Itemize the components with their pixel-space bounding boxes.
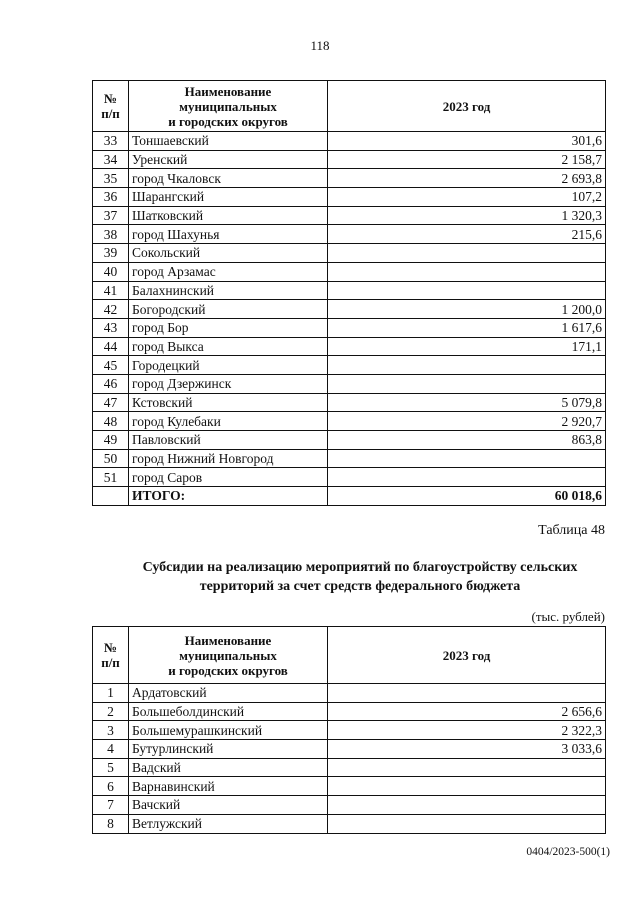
row-number-cell: 46 [93, 374, 129, 393]
row-name-cell: Вадский [129, 758, 328, 777]
table-row [93, 300, 606, 319]
row-number-cell: 49 [93, 431, 129, 450]
table-row [93, 281, 606, 300]
row-value-cell [328, 262, 606, 281]
row-value-cell: 2 322,3 [328, 721, 606, 740]
table-row [93, 374, 606, 393]
row-name-cell: город Кулебаки [129, 412, 328, 431]
row-value-cell [328, 281, 606, 300]
row-name-cell: город Бор [129, 318, 328, 337]
data-table-bottom [92, 626, 606, 834]
table-row [93, 318, 606, 337]
row-value-cell [328, 684, 606, 703]
row-value-cell: 2 656,6 [328, 702, 606, 721]
row-value-cell: 1 617,6 [328, 318, 606, 337]
table-row [93, 337, 606, 356]
row-value-cell [328, 777, 606, 796]
table-row [93, 393, 606, 412]
row-value-cell [328, 244, 606, 263]
row-number-cell: 45 [93, 356, 129, 375]
row-number-cell: 44 [93, 337, 129, 356]
row-value-cell: 2 920,7 [328, 412, 606, 431]
table-row [93, 684, 606, 703]
row-value-cell [328, 374, 606, 393]
document-code: 0404/2023-500(1) [526, 846, 610, 858]
row-name-cell: Шарангский [129, 188, 328, 207]
row-name-cell: Большеболдинский [129, 702, 328, 721]
row-number-cell: 8 [93, 814, 129, 833]
header-name: Наименование муниципальных и городских округов [129, 627, 328, 684]
row-value-cell [328, 758, 606, 777]
row-value-cell: 215,6 [328, 225, 606, 244]
row-number-cell: 37 [93, 206, 129, 225]
row-number-cell: 6 [93, 777, 129, 796]
row-value-cell: 1 320,3 [328, 206, 606, 225]
table-row [93, 468, 606, 487]
row-value-cell [328, 814, 606, 833]
row-number-cell: 47 [93, 393, 129, 412]
row-name-cell: Уренский [129, 150, 328, 169]
row-number-cell: 48 [93, 412, 129, 431]
row-number-cell: 39 [93, 244, 129, 263]
table-title: Субсидии на реализацию мероприятий по благоустройству сельских территорий за счет средств федерального бюджета [142, 560, 578, 594]
row-name-cell: город Шахунья [129, 225, 328, 244]
table-row [93, 188, 606, 207]
table-row [93, 702, 606, 721]
row-name-cell: Шатковский [129, 206, 328, 225]
row-name-cell: город Выкса [129, 337, 328, 356]
table-row [93, 449, 606, 468]
total-label: ИТОГО: [129, 487, 328, 506]
table-row [93, 814, 606, 833]
row-name-cell: Бутурлинский [129, 740, 328, 759]
row-number-cell: 42 [93, 300, 129, 319]
row-value-cell: 171,1 [328, 337, 606, 356]
row-name-cell: Варнавинский [129, 777, 328, 796]
row-name-cell: город Дзержинск [129, 374, 328, 393]
row-number-cell: 5 [93, 758, 129, 777]
row-value-cell [328, 796, 606, 815]
row-value-cell: 5 079,8 [328, 393, 606, 412]
table-row [93, 758, 606, 777]
table-header-row [93, 627, 606, 684]
row-number-cell: 36 [93, 188, 129, 207]
header-number: № п/п [93, 627, 129, 684]
row-name-cell: Кстовский [129, 393, 328, 412]
row-number-cell: 3 [93, 721, 129, 740]
row-name-cell: город Саров [129, 468, 328, 487]
page-number: 118 [310, 38, 330, 53]
total-number-cell [93, 487, 129, 506]
table-label: Таблица 48 [538, 523, 605, 538]
table-row [93, 431, 606, 450]
row-value-cell [328, 468, 606, 487]
row-name-cell: город Чкаловск [129, 169, 328, 188]
table-row [93, 777, 606, 796]
row-name-cell: Городецкий [129, 356, 328, 375]
table-header-row [93, 81, 606, 132]
header-number: № п/п [93, 81, 129, 132]
row-number-cell: 34 [93, 150, 129, 169]
row-number-cell: 2 [93, 702, 129, 721]
row-value-cell: 2 158,7 [328, 150, 606, 169]
row-number-cell: 33 [93, 132, 129, 151]
table-row [93, 356, 606, 375]
row-number-cell: 38 [93, 225, 129, 244]
row-number-cell: 35 [93, 169, 129, 188]
table-row [93, 412, 606, 431]
total-value: 60 018,6 [328, 487, 606, 506]
row-name-cell: город Нижний Новгород [129, 449, 328, 468]
row-name-cell: Вачский [129, 796, 328, 815]
row-number-cell: 41 [93, 281, 129, 300]
row-name-cell: Ветлужский [129, 814, 328, 833]
total-row [93, 487, 606, 506]
table-row [93, 262, 606, 281]
table-row [93, 721, 606, 740]
row-name-cell: Тоншаевский [129, 132, 328, 151]
table-row [93, 740, 606, 759]
row-name-cell: Сокольский [129, 244, 328, 263]
row-value-cell [328, 449, 606, 468]
row-number-cell: 43 [93, 318, 129, 337]
row-value-cell: 2 693,8 [328, 169, 606, 188]
row-name-cell: Балахнинский [129, 281, 328, 300]
table-row [93, 132, 606, 151]
row-value-cell: 301,6 [328, 132, 606, 151]
table-row [93, 225, 606, 244]
row-number-cell: 50 [93, 449, 129, 468]
row-number-cell: 51 [93, 468, 129, 487]
header-year: 2023 год [328, 81, 606, 132]
row-number-cell: 4 [93, 740, 129, 759]
header-name: Наименование муниципальных и городских округов [129, 81, 328, 132]
row-value-cell: 1 200,0 [328, 300, 606, 319]
row-number-cell: 40 [93, 262, 129, 281]
row-name-cell: Богородский [129, 300, 328, 319]
row-name-cell: Большемурашкинский [129, 721, 328, 740]
row-name-cell: город Арзамас [129, 262, 328, 281]
table-row [93, 169, 606, 188]
table-row [93, 244, 606, 263]
row-value-cell: 107,2 [328, 188, 606, 207]
data-table-top [92, 80, 606, 506]
units-note: (тыс. рублей) [531, 609, 605, 624]
table-row [93, 796, 606, 815]
table-row [93, 206, 606, 225]
row-name-cell: Ардатовский [129, 684, 328, 703]
row-value-cell: 863,8 [328, 431, 606, 450]
row-name-cell: Павловский [129, 431, 328, 450]
row-number-cell: 1 [93, 684, 129, 703]
row-value-cell: 3 033,6 [328, 740, 606, 759]
header-year: 2023 год [328, 627, 606, 684]
row-value-cell [328, 356, 606, 375]
table-row [93, 150, 606, 169]
row-number-cell: 7 [93, 796, 129, 815]
